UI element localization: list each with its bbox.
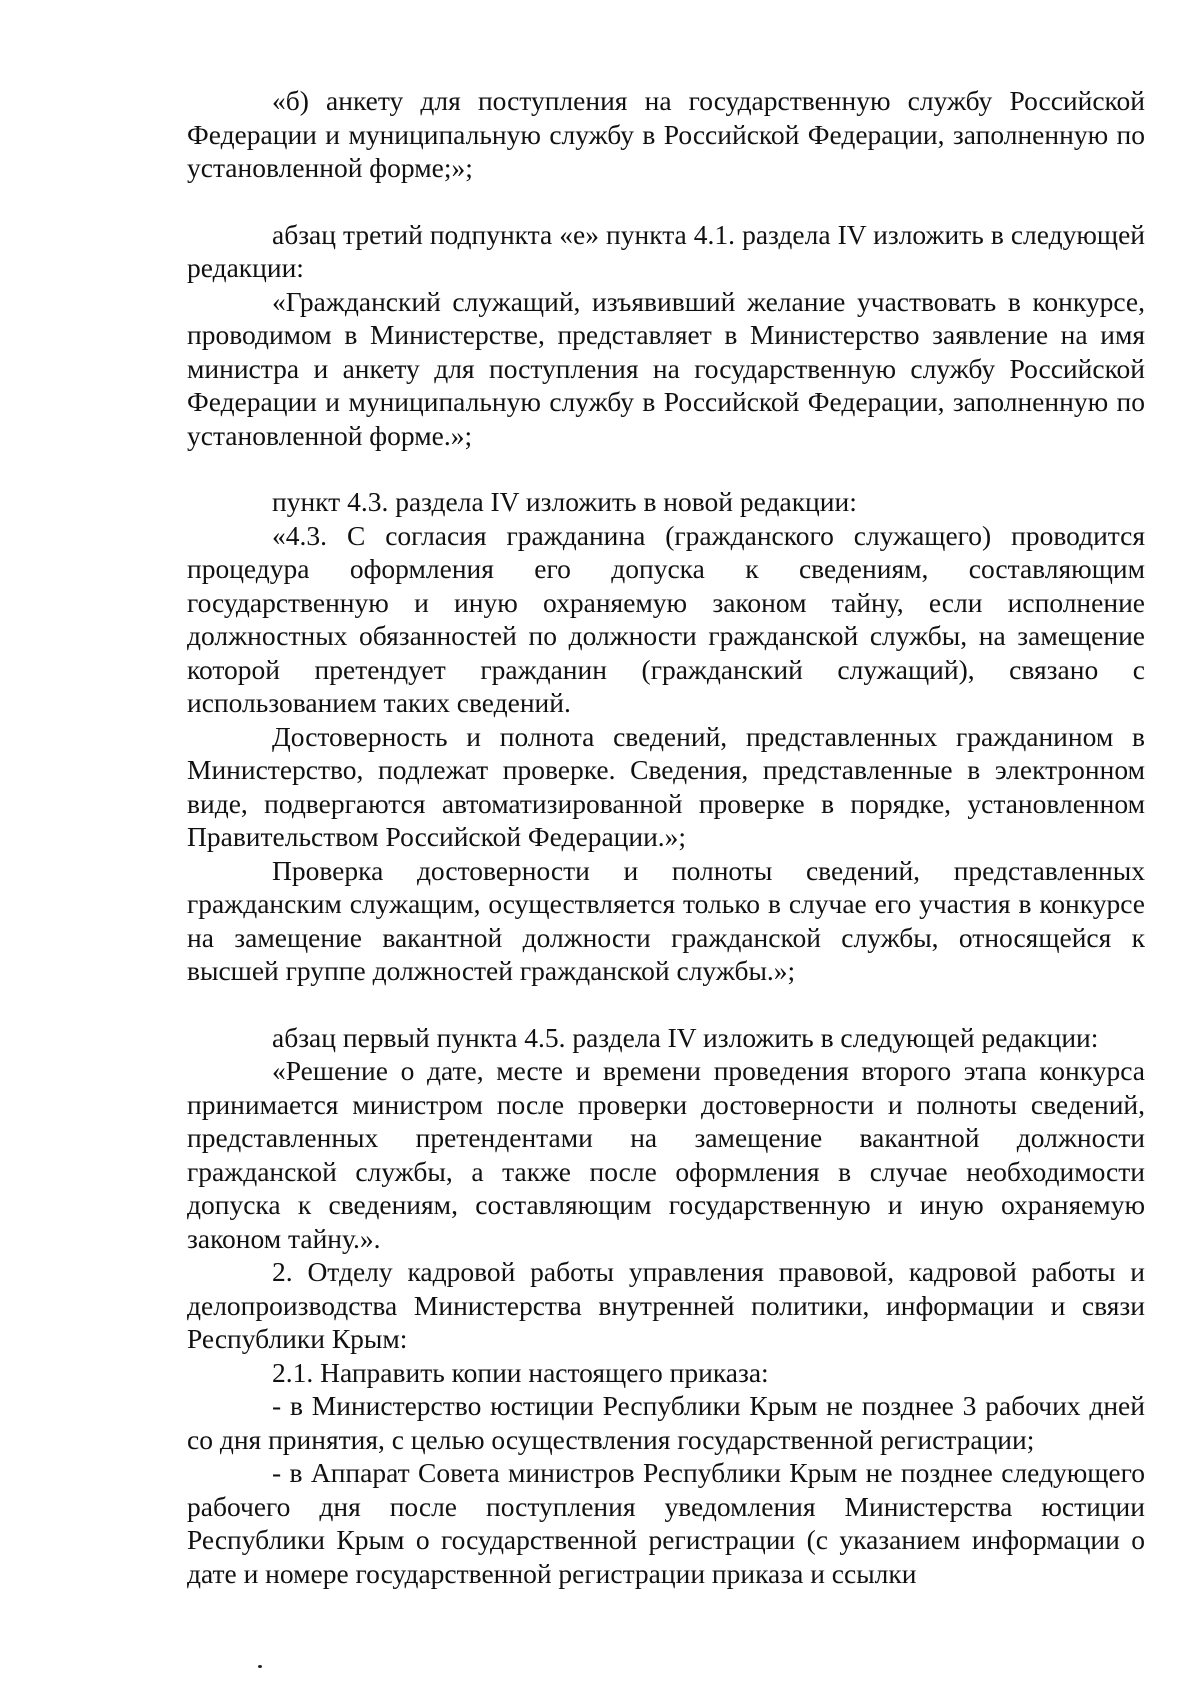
paragraph-anketa-item-b: «б) анкету для поступления на государственную службу Российской Федерации и муниципальную службу в Российской Федерации, заполненную по установленной форме;»;: [187, 85, 1145, 183]
paragraph-reliability-check: Достоверность и полнота сведений, представленных гражданином в Министерство, подлежат проверке. Сведения, представленные в электронном виде, подвергаются автоматизированной проверке в порядке, установленном Правительством Российской Федерации.»;: [187, 720, 1145, 852]
paragraph-amend-4-5-text: «Решение о дате, месте и времени проведения второго этапа конкурса принимается министром после проверки достоверности и полноты сведений, представленных претендентами на замещение вакантной должности гражданской службы, а также после оформления в случае необходимости допуска к сведениям, составляющим государственную и иную охраняемую законом тайну.».: [187, 1055, 1145, 1254]
paragraph-amend-4-3-text: «4.3. С согласия гражданина (гражданского служащего) проводится процедура оформления его допуска к сведениям, составляющим государственную и иную охраняемую законом тайну, если исполнение должностных обязанностей по должности гражданской службы, на замещение которой претендует гражданин (гражданский служащий), связано с использованием таких сведений.: [187, 519, 1145, 718]
paragraph-item-2-1: 2.1. Направить копии настоящего приказа:: [272, 1356, 769, 1388]
paragraph-ministry-justice: - в Министерство юстиции Республики Крым не позднее 3 рабочих дней со дня принятия, с целью осуществления государственной регистрации;: [187, 1390, 1145, 1455]
paragraph-amend-4-1-text: «Гражданский служащий, изъявивший желание участвовать в конкурсе, проводимом в Министерстве, представляет в Министерство заявление на имя министра и анкету для поступления на государственную службу Российской Федерации и муниципальную службу в Российской Федерации, заполненную по установленной форме.»;: [187, 285, 1145, 451]
paragraph-council-apparatus: - в Аппарат Совета министров Республики Крым не позднее следующего рабочего дня после поступления уведомления Министерства юстиции Республики Крым о государственной регистрации (с указанием информации о дате и номере государственной регистрации приказа и ссылки: [187, 1457, 1145, 1589]
paragraph-civil-servant-check: Проверка достоверности и полноты сведений, представленных гражданским служащим, осуществляется только в случае его участия в конкурсе на замещение вакантной должности гражданской службы, относящейся к высшей группе должностей гражданской службы.»;: [187, 854, 1145, 986]
paragraph-amend-4-5-intro: абзац первый пункта 4.5. раздела IV изложить в следующей редакции:: [272, 1021, 1099, 1053]
scan-speck: [258, 1665, 262, 1668]
paragraph-amend-4-3-intro: пункт 4.3. раздела IV изложить в новой редакции:: [272, 486, 857, 517]
paragraph-amend-4-1-intro: абзац третий подпункта «е» пункта 4.1. раздела IV изложить в следующей редакции:: [187, 218, 1145, 283]
document-body: [187, 84, 1145, 1590]
paragraph-item-2: 2. Отделу кадровой работы управления правовой, кадровой работы и делопроизводства Министерства внутренней политики, информации и связи Республики Крым:: [187, 1256, 1145, 1354]
